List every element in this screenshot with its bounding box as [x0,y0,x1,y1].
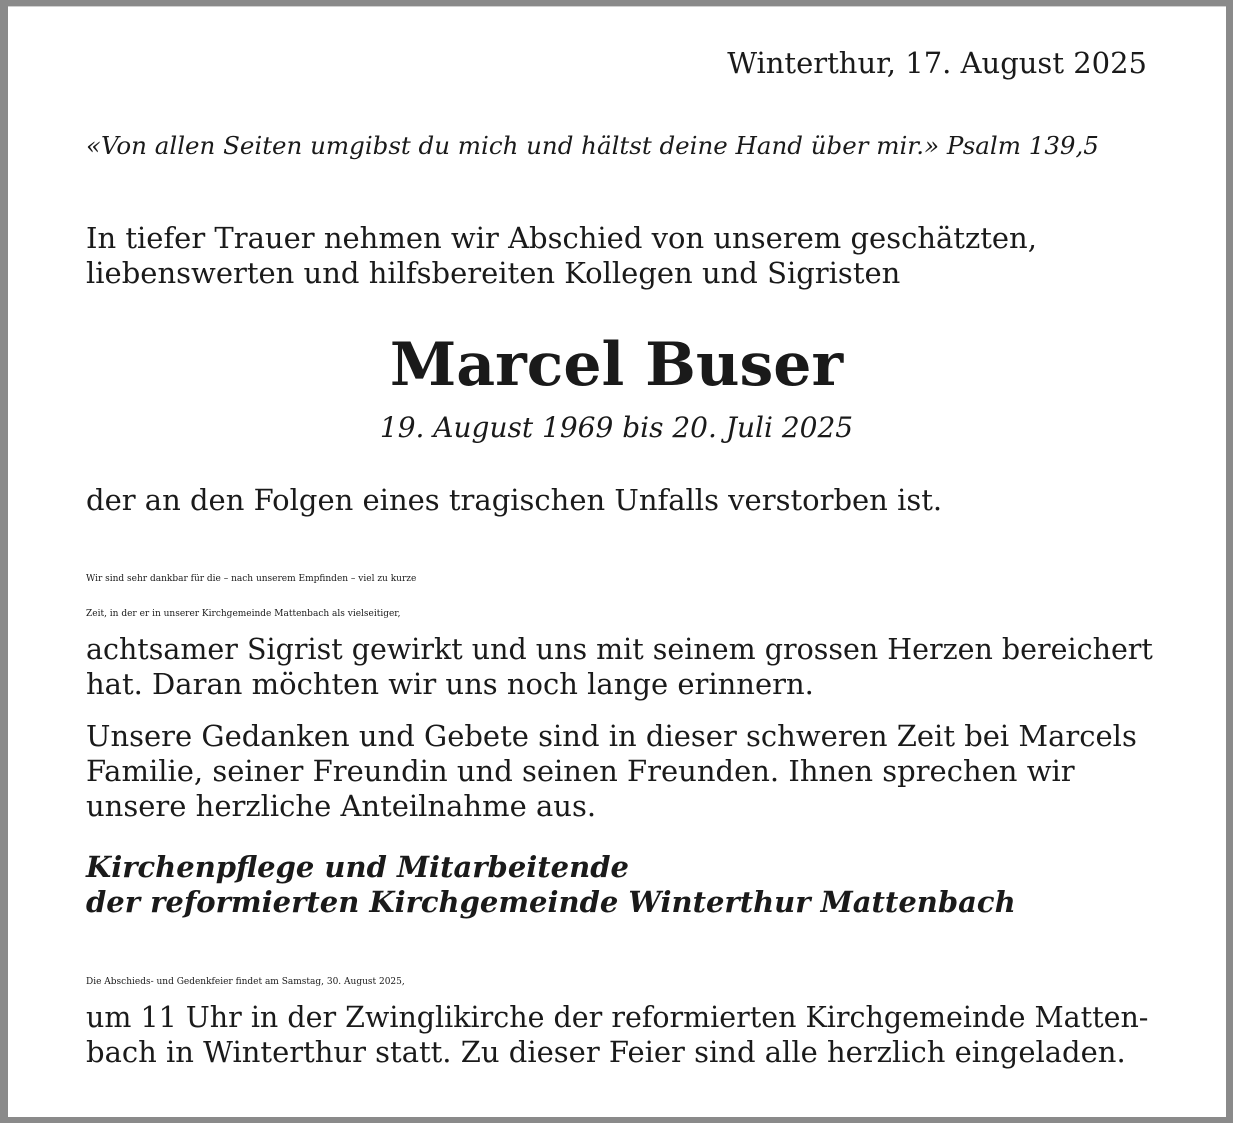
paragraph-line: Die Abschieds- und Gedenkfeier findet am Samstag, 30. August 2025, [86,977,405,987]
signature-line: der reformierten Kirchgemeinde Winterthur Mattenbach [86,885,1016,919]
life-dates: 19. August 1969 bis 20. Juli 2025 [379,411,854,444]
deceased-name: Marcel Buser [389,330,844,400]
ceremony-paragraph [86,965,1148,1070]
paragraph-line: um 11 Uhr in der Zwinglikirche der reformierten Kirchgemeinde Matten- [86,1001,1149,1034]
intro-line: In tiefer Trauer nehmen wir Abschied von unserem geschätzten, [86,221,1037,255]
signature-block [86,850,1016,920]
paragraph-line: Zeit, in der er in unserer Kirchgemeinde Mattenbach als vielseitiger, [86,609,401,619]
place-date: Winterthur, 17. August 2025 [727,46,1147,80]
psalm-quote: «Von allen Seiten umgibst du mich und hältst deine Hand über mir.» Psalm 139,5 [86,131,1099,160]
signature-line: Kirchenpflege und Mitarbeitende [86,850,629,884]
gratitude-paragraph [86,562,1153,702]
paragraph-line: Unsere Gedanken und Gebete sind in dieser schweren Zeit bei Marcels [86,719,1137,753]
paragraph-line: bach in Winterthur statt. Zu dieser Feier sind alle herzlich eingeladen. [86,1035,1126,1069]
condolence-paragraph [86,719,1137,824]
paragraph-line: hat. Daran möchten wir uns noch lange erinnern. [86,667,814,701]
intro-paragraph [86,221,1037,291]
paragraph-line: Wir sind sehr dankbar für die – nach unserem Empfinden – viel zu kurze [86,574,417,584]
paragraph-line: Familie, seiner Freundin und seinen Freunden. Ihnen sprechen wir [86,754,1075,788]
paragraph-line: unsere herzliche Anteilnahme aus. [86,789,597,823]
death-note: der an den Folgen eines tragischen Unfalls verstorben ist. [86,483,943,517]
paragraph-line: achtsamer Sigrist gewirkt und uns mit seinem grossen Herzen bereichert [86,633,1153,666]
intro-line: liebenswerten und hilfsbereiten Kollegen und Sigristen [86,256,901,290]
